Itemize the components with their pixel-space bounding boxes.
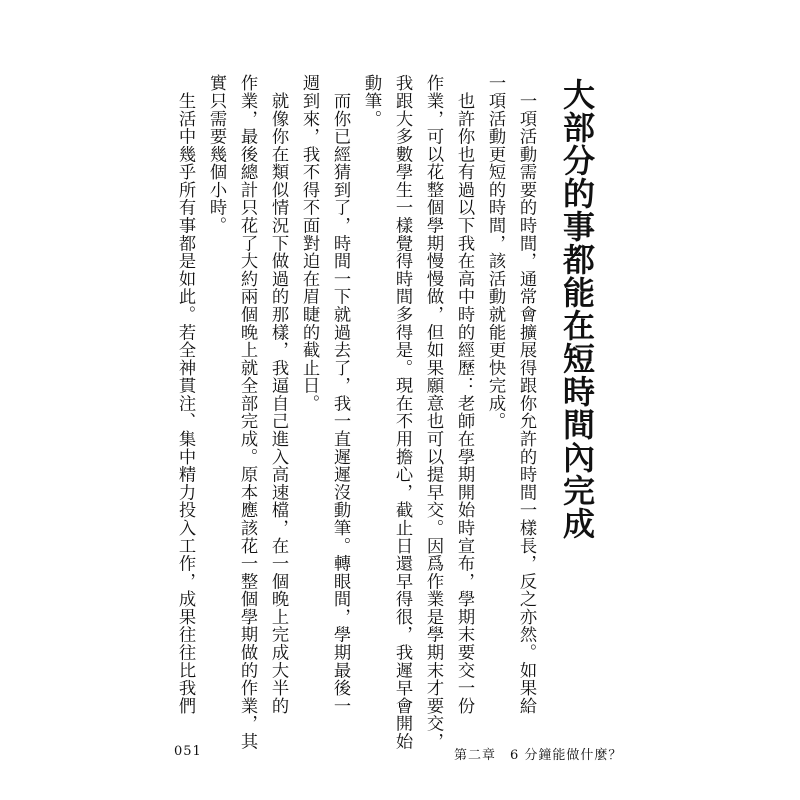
- body-line-3: 也許你也有過以下我在高中時的經歷：老師在學期開始時宣布，學期末要交一份: [454, 74, 474, 715]
- body-line-8: 週到來，我不得不面對迫在眉睫的截止日。: [299, 74, 319, 413]
- body-line-4: 作業，可以花整個學期慢慢做，但如果願意也可以提早交。因爲作業是學期末才要交，: [423, 74, 443, 751]
- body-line-6: 動筆。: [361, 74, 381, 128]
- body-line-2: 一項活動更短的時間，該活動就能更快完成。: [485, 74, 505, 430]
- chapter-section-title: 大部分的事都能在短時間內完成: [558, 78, 596, 540]
- running-head: 第二章 6 分鐘能做什麼？: [454, 748, 623, 763]
- body-line-10: 作業，最後總計只花了大約兩個晚上就全部完成。原本應該花一整個學期做的作業，其: [237, 74, 257, 751]
- body-line-7: 而你已經猜到了，時間一下就過去了，我一直遲遲沒動筆。轉眼間，學期最後一: [330, 74, 350, 715]
- body-line-5: 我跟大多數學生一樣覺得時間多得是。現在不用擔心，截止日還早得很，我遲早會開始: [392, 74, 412, 751]
- body-line-1: 一項活動需要的時間，通常會擴展得跟你允許的時間一樣長，反之亦然。如果給: [516, 74, 536, 715]
- page-number: 051: [174, 744, 202, 759]
- body-line-12: 生活中幾乎所有事都是如此。若全神貫注、集中精力投入工作，成果往往比我們: [175, 74, 195, 715]
- body-line-9: 就像你在類似情況下做過的那樣，我逼自己進入高速檔，在一個晚上完成大半的: [268, 74, 288, 715]
- body-line-11: 實只需要幾個小時。: [206, 74, 226, 235]
